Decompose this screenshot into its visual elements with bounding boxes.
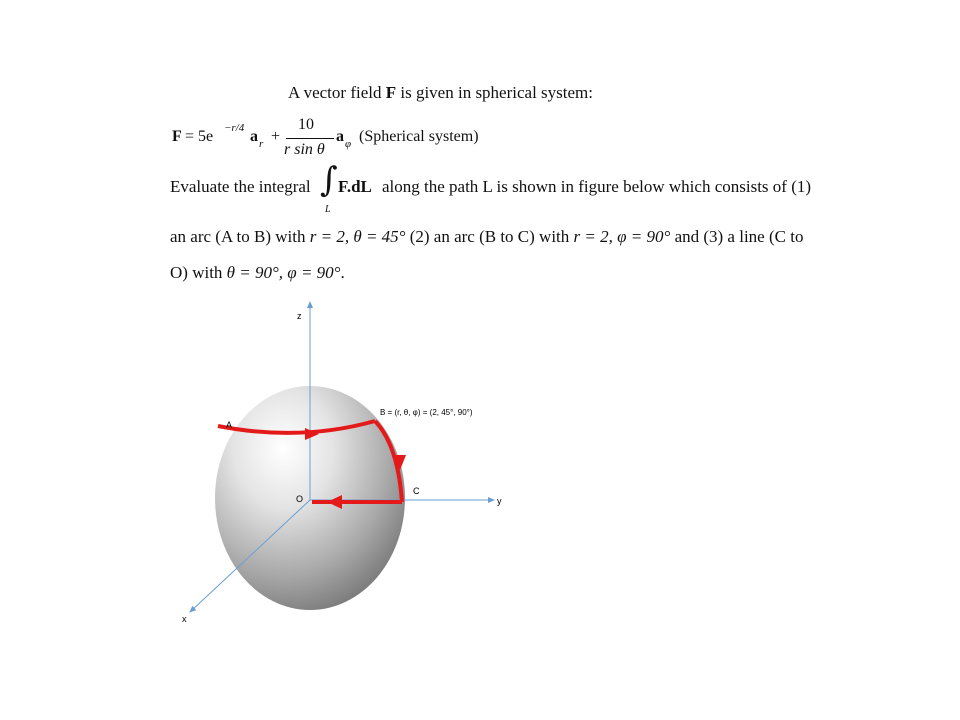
label-C: C bbox=[413, 486, 420, 496]
line4-part-a: O) with bbox=[170, 263, 223, 282]
formula-aphi-sub: φ bbox=[345, 138, 352, 150]
evaluate-suffix: along the path L is shown in figure below which consists of (1) bbox=[382, 177, 812, 196]
line4-end: . bbox=[340, 263, 345, 282]
title-prefix: A vector field bbox=[288, 83, 386, 102]
formula-exponent: −r/4 bbox=[224, 122, 245, 134]
integral-sign: ∫ bbox=[320, 160, 338, 200]
integral-subscript: L bbox=[325, 204, 331, 215]
condition-arc-ab: r = 2, θ = 45° bbox=[309, 227, 406, 246]
title-vector-F: F bbox=[385, 83, 397, 102]
line3-part-a: an arc (A to B) with bbox=[170, 227, 306, 246]
formula-lhs: F bbox=[172, 128, 182, 145]
formula-plus: + bbox=[271, 128, 281, 145]
label-x: x bbox=[182, 614, 187, 624]
line3-part-c: and (3) a line (C to bbox=[674, 227, 804, 246]
label-y: y bbox=[497, 496, 502, 506]
condition-arc-bc: r = 2, φ = 90° bbox=[573, 227, 671, 246]
line3-part-b: (2) an arc (B to C) with bbox=[409, 227, 570, 246]
formula-coefficient: = 5e bbox=[185, 128, 214, 145]
formula-aphi: a bbox=[336, 128, 344, 145]
formula-note: (Spherical system) bbox=[359, 128, 479, 145]
label-z: z bbox=[297, 311, 302, 321]
formula-ar-sub: r bbox=[259, 138, 264, 150]
title-suffix: is given in spherical system: bbox=[396, 83, 593, 102]
condition-line-co: θ = 90°, φ = 90° bbox=[226, 263, 341, 282]
label-A: A bbox=[226, 420, 233, 430]
formula-denominator: r sin θ bbox=[284, 141, 325, 158]
label-B: B = (r, θ, φ) = (2, 45°, 90°) bbox=[380, 408, 473, 417]
integral-expression: F.dL bbox=[338, 177, 372, 196]
formula-ar: a bbox=[250, 128, 258, 145]
formula-numerator: 10 bbox=[298, 116, 314, 133]
evaluate-prefix: Evaluate the integral bbox=[170, 177, 311, 196]
label-O: O bbox=[296, 494, 304, 504]
